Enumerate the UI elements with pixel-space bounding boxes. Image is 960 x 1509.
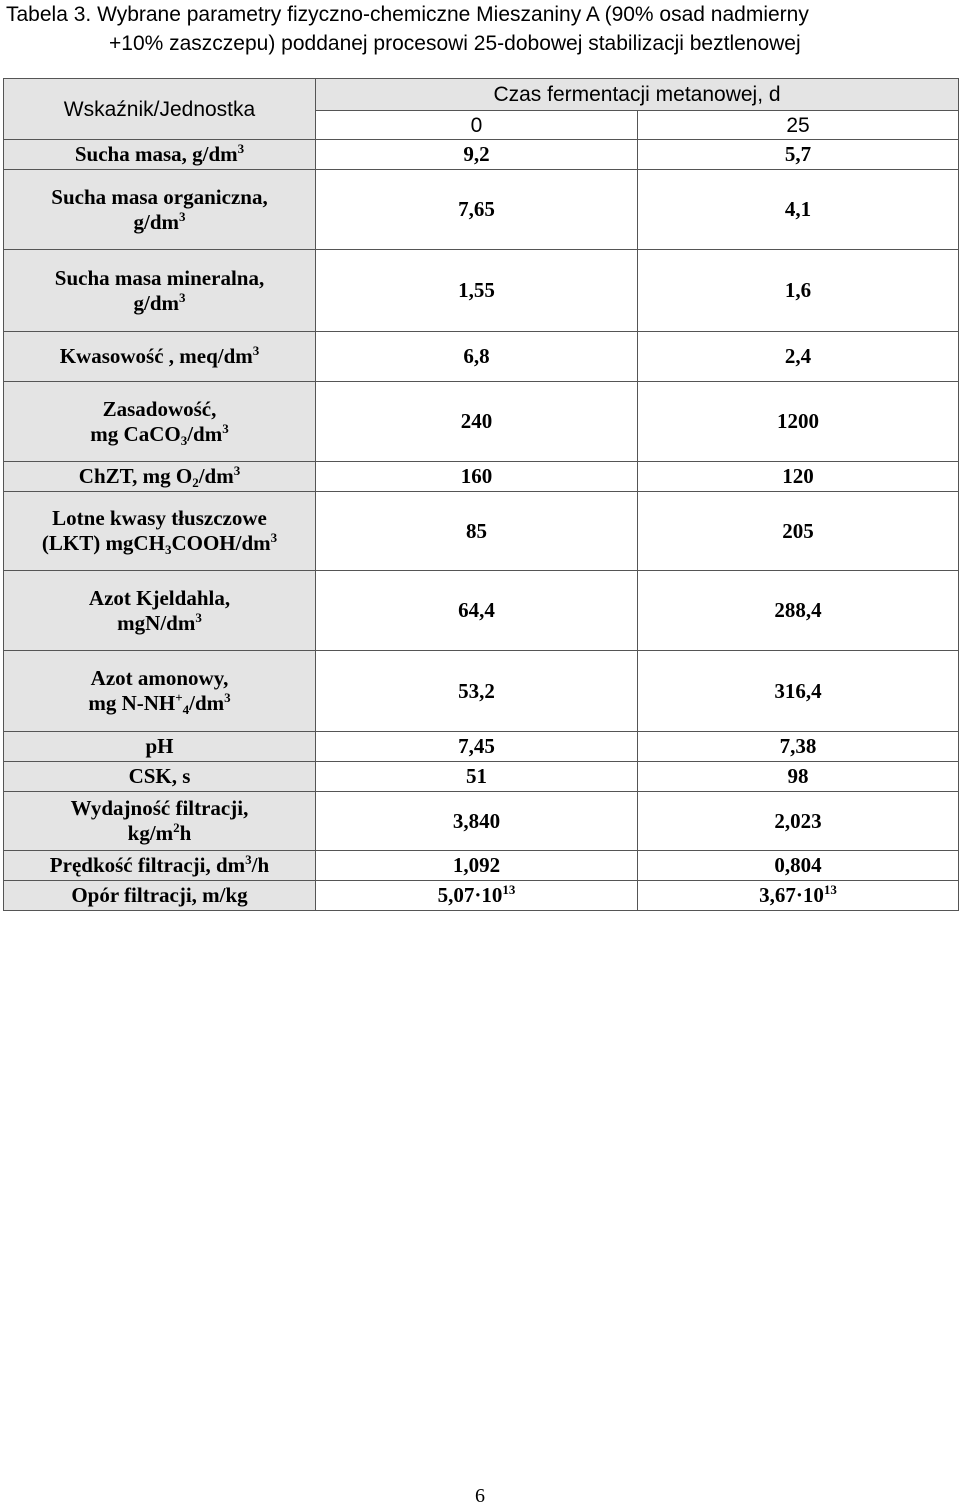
value-day-25: 1200 xyxy=(638,382,959,462)
value-day-25: 205 xyxy=(638,492,959,571)
row-label: Lotne kwasy tłuszczowe (LKT) $mgCH_3COOH/dm^3$ xyxy=(4,492,316,571)
row-label: Wydajność filtracji, $kg/m^2h$ xyxy=(4,792,316,851)
value-day-25: 2,4 xyxy=(638,332,959,382)
value-day-0: 64,4 xyxy=(316,571,638,651)
table-row xyxy=(4,881,959,911)
table-row xyxy=(4,382,959,462)
row-label: Azot amonowy, mg $N-NH^+_4/dm^3$ xyxy=(4,651,316,732)
row-label: Zasadowość, mg $CaCO_3/dm^3$ xyxy=(4,382,316,462)
row-label: Sucha masa organiczna, $g/dm^3$ xyxy=(4,170,316,250)
table-row xyxy=(4,140,959,170)
value-day-0: 85 xyxy=(316,492,638,571)
value-day-0: 7,45 xyxy=(316,732,638,762)
table-row xyxy=(4,250,959,332)
value-day-0: 6,8 xyxy=(316,332,638,382)
value-day-0: $5,07\cdot 10^{13}$ xyxy=(316,881,638,911)
row-label: Prędkość filtracji, $dm^3/h$ xyxy=(4,851,316,881)
table-row xyxy=(4,762,959,792)
parameters-table xyxy=(3,78,959,911)
header-row xyxy=(4,79,959,111)
value-day-0: 53,2 xyxy=(316,651,638,732)
table-row xyxy=(4,332,959,382)
table-caption xyxy=(6,0,956,58)
value-day-25: 120 xyxy=(638,462,959,492)
value-day-0: 1,55 xyxy=(316,250,638,332)
table-row xyxy=(4,651,959,732)
value-day-0: 51 xyxy=(316,762,638,792)
table-row xyxy=(4,492,959,571)
row-label: pH xyxy=(4,732,316,762)
row-label: Kwasowość , meq/$dm^3$ xyxy=(4,332,316,382)
value-day-0: 3,840 xyxy=(316,792,638,851)
value-day-25: 0,804 xyxy=(638,851,959,881)
table-row xyxy=(4,571,959,651)
value-day-25: 316,4 xyxy=(638,651,959,732)
caption-line-1: Tabela 3. Wybrane parametry fizyczno-chemiczne Mieszaniny A (90% osad nadmierny xyxy=(6,3,809,26)
row-label: Sucha masa, $g/dm^3$ xyxy=(4,140,316,170)
value-day-0: 9,2 xyxy=(316,140,638,170)
value-day-25: 5,7 xyxy=(638,140,959,170)
row-label: CSK, s xyxy=(4,762,316,792)
table-row xyxy=(4,792,959,851)
caption-line-2: +10% zaszczepu) poddanej procesowi 25-dobowej stabilizacji beztlenowej xyxy=(109,32,801,55)
value-day-0: 1,092 xyxy=(316,851,638,881)
table-row xyxy=(4,851,959,881)
header-indicator: Wskaźnik/Jednostka xyxy=(4,79,316,140)
header-day-25: 25 xyxy=(638,111,959,140)
value-day-25: 7,38 xyxy=(638,732,959,762)
value-day-25: 2,023 xyxy=(638,792,959,851)
value-day-25: 288,4 xyxy=(638,571,959,651)
row-label: ChZT, mg $O_2/dm^3$ xyxy=(4,462,316,492)
row-label: Azot Kjeldahla, mgN/$dm^3$ xyxy=(4,571,316,651)
row-label: Sucha masa mineralna, $g/dm^3$ xyxy=(4,250,316,332)
value-day-25: $3,67\cdot 10^{13}$ xyxy=(638,881,959,911)
table-row xyxy=(4,462,959,492)
header-fermentation-time: Czas fermentacji metanowej, d xyxy=(316,79,959,111)
value-day-25: 4,1 xyxy=(638,170,959,250)
value-day-0: 7,65 xyxy=(316,170,638,250)
page-number: 6 xyxy=(475,1485,485,1507)
row-label: Opór filtracji, m/kg xyxy=(4,881,316,911)
header-day-0: 0 xyxy=(316,111,638,140)
value-day-25: 98 xyxy=(638,762,959,792)
table-row xyxy=(4,732,959,762)
value-day-0: 240 xyxy=(316,382,638,462)
table-row xyxy=(4,170,959,250)
value-day-25: 1,6 xyxy=(638,250,959,332)
value-day-0: 160 xyxy=(316,462,638,492)
